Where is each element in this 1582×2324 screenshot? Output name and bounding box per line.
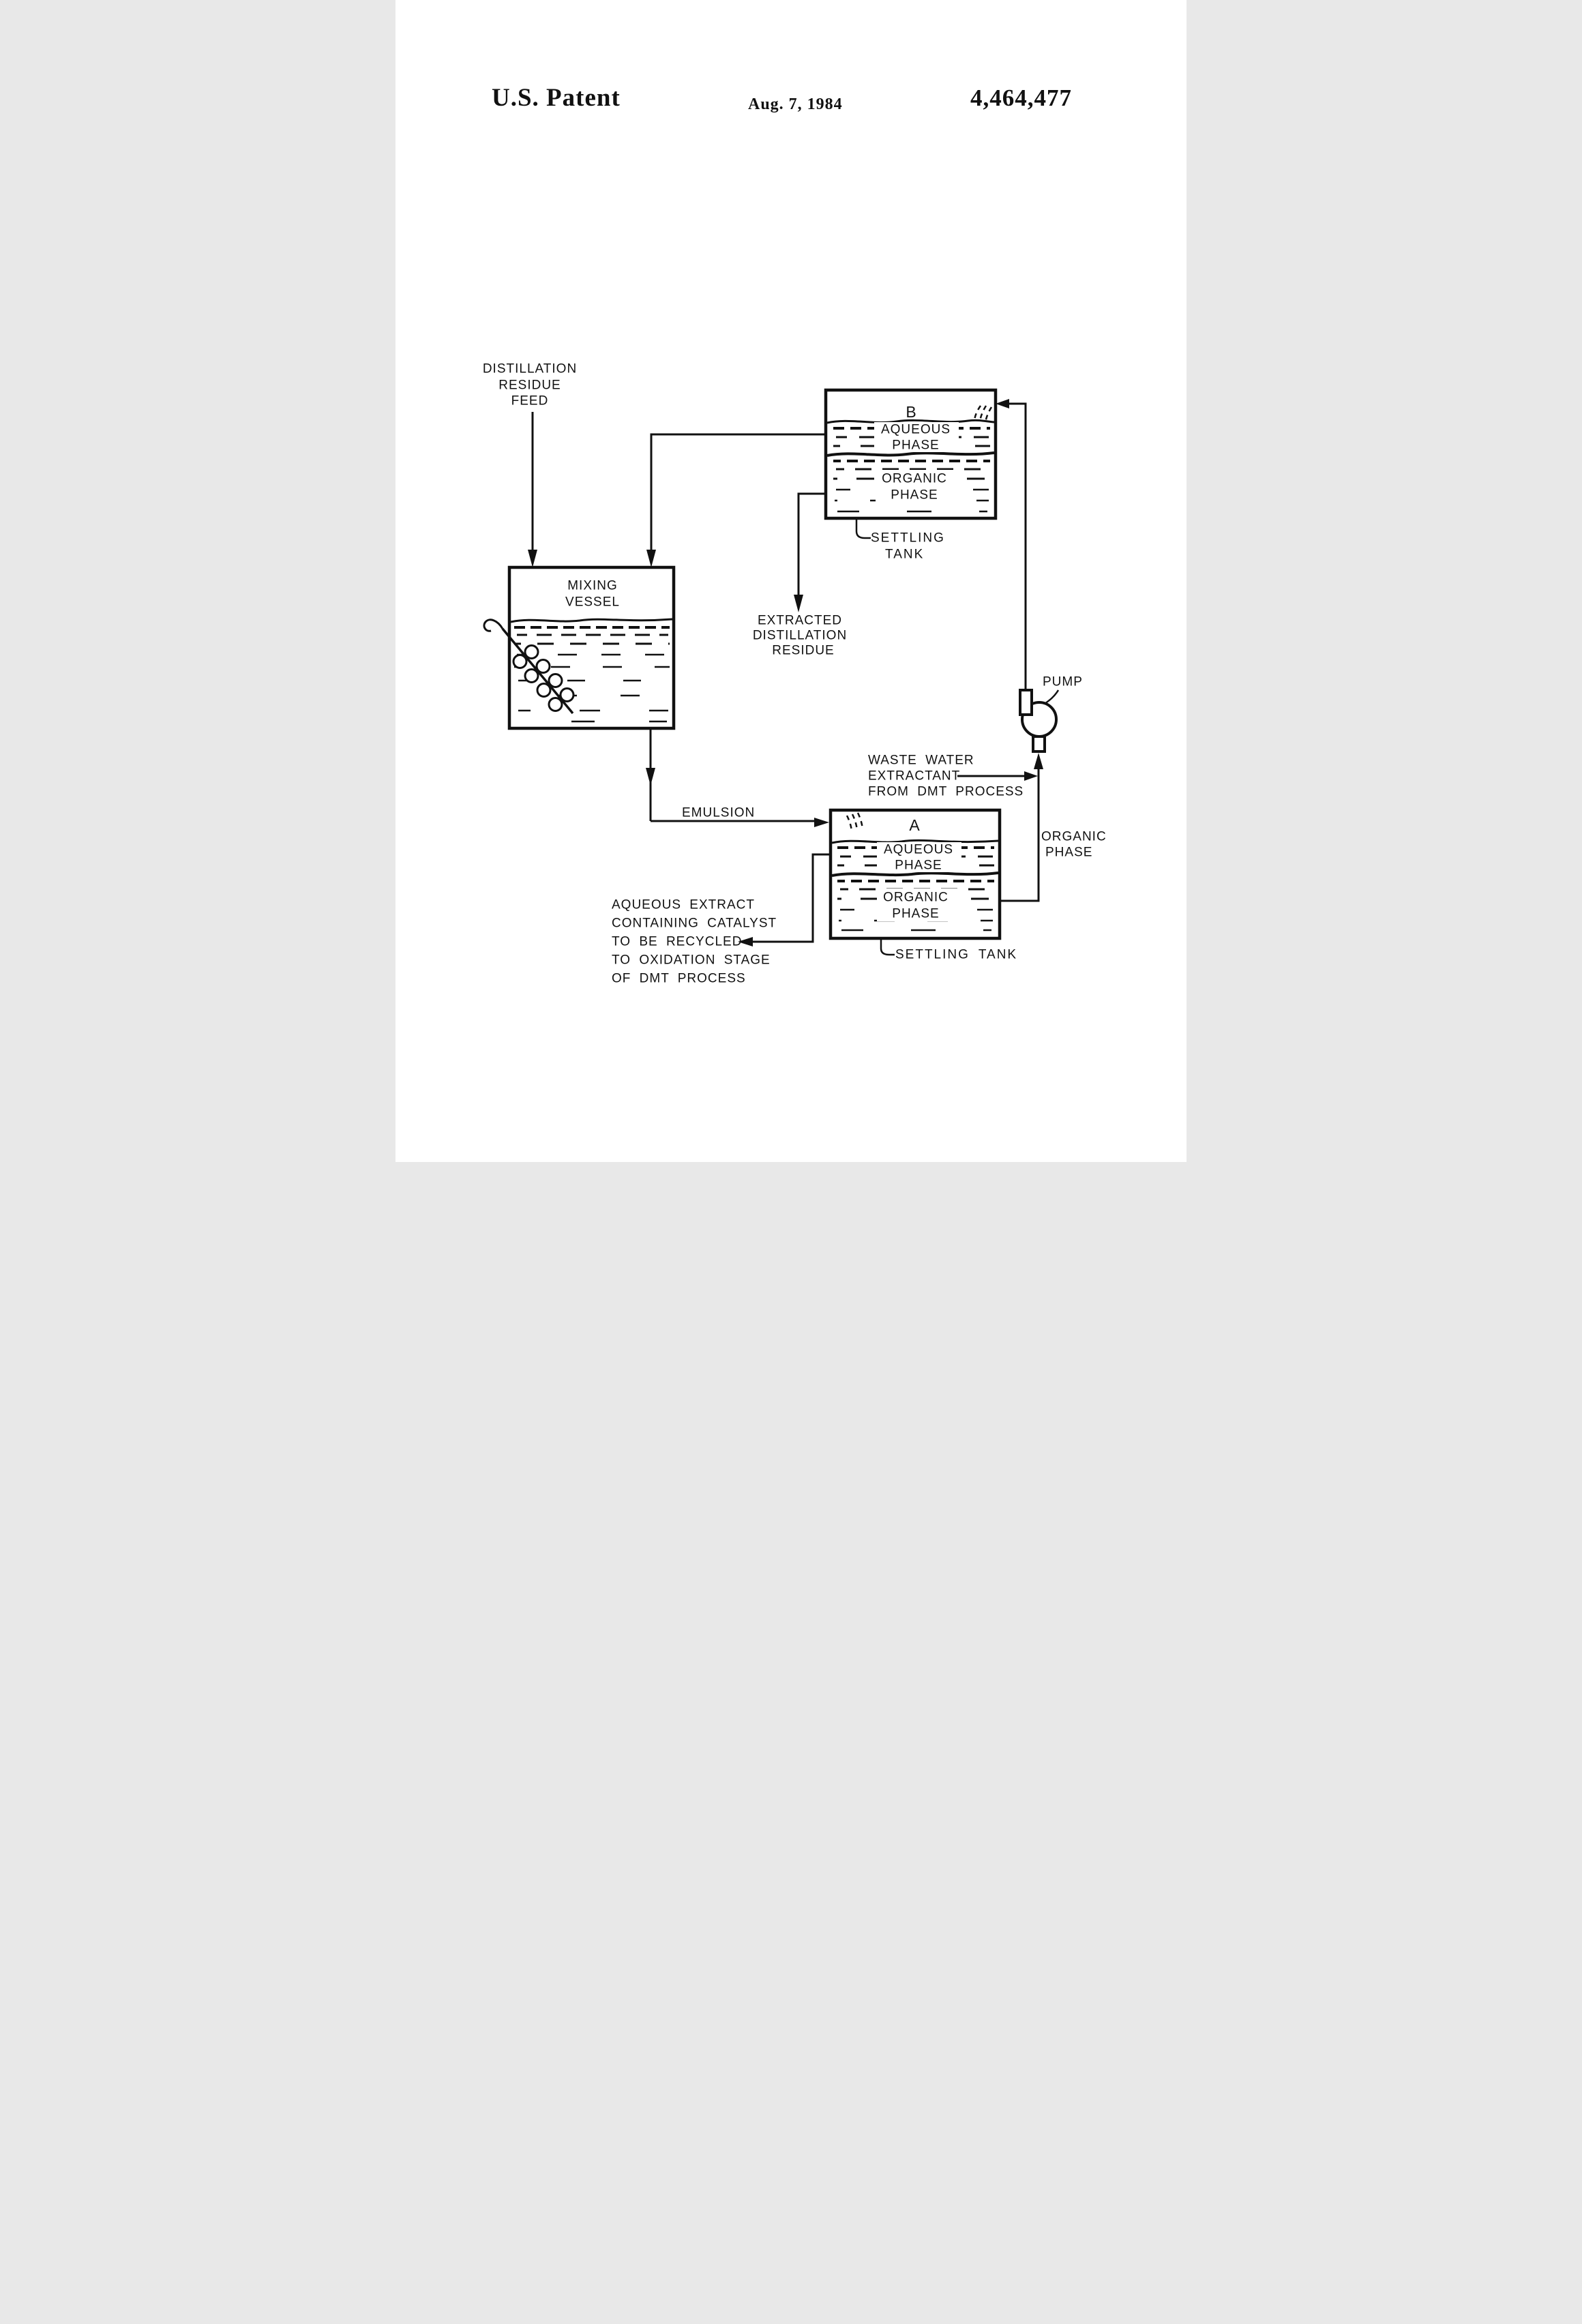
feed-label-line: DISTILLATION [482, 361, 578, 376]
emulsion-label: EMULSION [682, 805, 756, 820]
mixing-vessel-label: MIXING [567, 578, 618, 593]
waste-water-label-line: WASTE WATER [868, 753, 974, 768]
organic-phase-label [1041, 830, 1107, 860]
extracted-residue-arrow [794, 494, 827, 612]
extracted-label-line: DISTILLATION [752, 628, 848, 643]
tank-a-aqueous-label: AQUEOUS [883, 842, 954, 857]
patent-page [395, 0, 1186, 1162]
tank-b-aqueous-label: AQUEOUS [880, 422, 951, 437]
mixing-vessel [484, 567, 674, 728]
leader-line [881, 940, 895, 955]
tank-b-id: B [906, 403, 918, 421]
tank-b-organic-label: ORGANIC [882, 471, 947, 486]
patent-title: U.S. Patent [492, 84, 621, 112]
tank-a-organic-label: ORGANIC [883, 890, 949, 905]
aqueous-extract-label-line: TO BE RECYCLED [612, 934, 743, 949]
patent-figure [395, 0, 1186, 1162]
patent-date: Aug. 7, 1984 [748, 95, 843, 113]
organic-phase-label-line: ORGANIC [1041, 829, 1107, 844]
leader-line [1045, 690, 1058, 704]
extracted-residue-label [753, 614, 847, 658]
feed-label-line: FEED [511, 393, 549, 408]
aqueous-extract-label-line: AQUEOUS EXTRACT [612, 897, 755, 912]
extracted-label-line: EXTRACTED [757, 613, 843, 628]
tank-a-caption: SETTLING TANK [895, 947, 1018, 962]
waste-water-label-line: FROM DMT PROCESS [868, 784, 1024, 799]
pump-label: PUMP [1043, 674, 1083, 689]
mixing-vessel-label: VESSEL [565, 595, 620, 610]
waste-water-label-line: EXTRACTANT [868, 769, 961, 784]
tank-b-caption: SETTLING [871, 531, 945, 546]
tank-b-caption: TANK [885, 547, 925, 562]
tank-b-organic-label: PHASE [891, 488, 938, 503]
waste-water-arrow [957, 771, 1038, 781]
tank-a-id: A [909, 816, 921, 834]
feed-label-line: RESIDUE [498, 378, 561, 393]
pump [1020, 675, 1083, 752]
organic-phase-label-line: PHASE [1045, 845, 1093, 860]
pump-discharge-pipe [996, 399, 1026, 690]
feed-label [483, 362, 577, 408]
feed-arrow [528, 412, 537, 567]
aqueous-extract-label-line: OF DMT PROCESS [612, 971, 746, 986]
tank-a-organic-label: PHASE [892, 906, 940, 921]
leader-line [856, 520, 871, 538]
aqueous-extract-label-line: CONTAINING CATALYST [612, 916, 777, 931]
aqueous-extract-label-line: TO OXIDATION STAGE [612, 953, 771, 968]
settling-tank-b [826, 390, 996, 562]
tank-a-aqueous-label: PHASE [895, 858, 942, 873]
patent-number: 4,464,477 [970, 85, 1072, 111]
extracted-label-line: RESIDUE [772, 643, 835, 658]
settling-tank-a [831, 810, 1017, 962]
tank-b-aqueous-label: PHASE [892, 438, 940, 453]
